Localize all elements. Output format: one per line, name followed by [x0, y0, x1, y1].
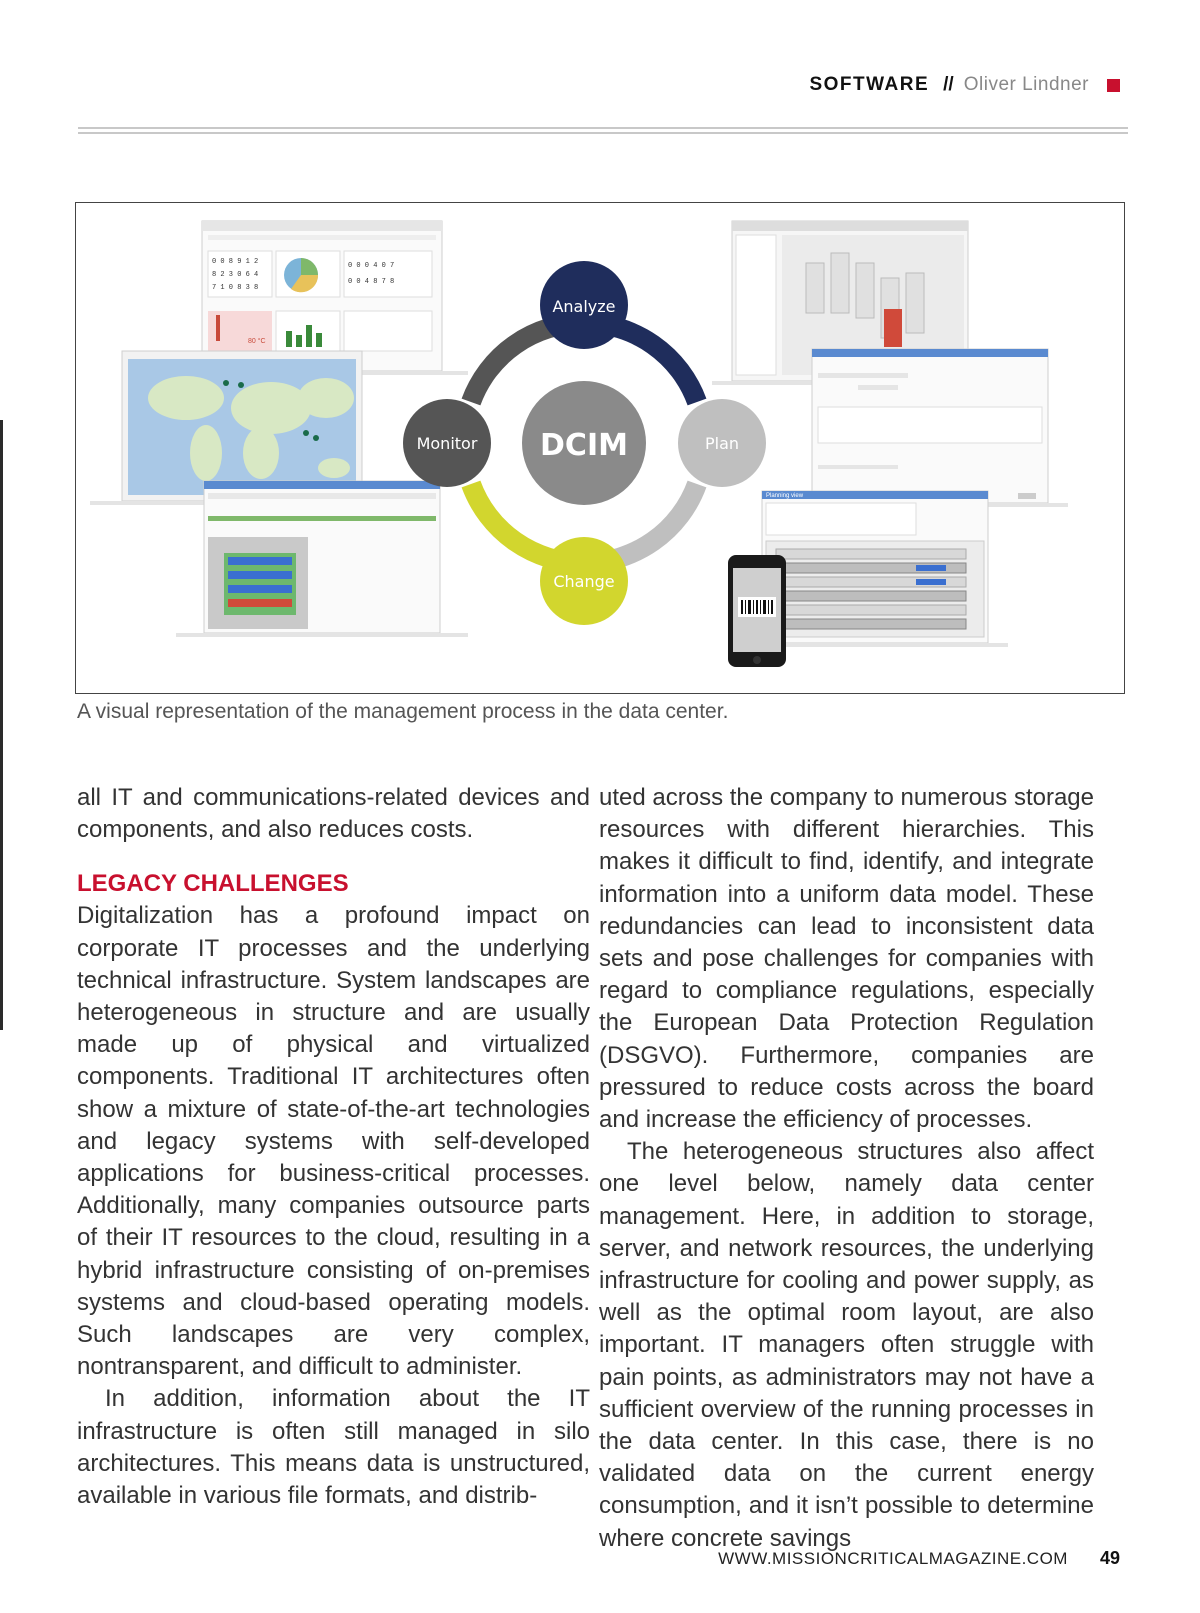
- article-column-left: [77, 782, 590, 1512]
- analyze-label: Analyze: [552, 297, 616, 316]
- dcim-label: DCIM: [540, 428, 628, 463]
- paragraph: In addition, information about the IT infrastructure is often still managed in silo architectures. This means data is unstructured, available in various file formats, and distrib-: [77, 1385, 590, 1510]
- header-separator: //: [943, 74, 954, 95]
- running-header: [809, 72, 1120, 98]
- header-rule-top: [78, 127, 1128, 129]
- thermal-value: 80 °C: [248, 338, 266, 345]
- paragraph: uted across the company to numerous storage resources with different hierarchies. This makes it difficult to find, identify, and integrate information into a uniform data model. These redundancies can lead to inconsistent data sets and pose challenges for companies with regard to compliance regulations, especially the European Data Protection Regulation (DSGVO). Furthermore, companies are pressured to reduce costs across the board and increase the efficiency of processes.: [599, 784, 1094, 1134]
- svg-text:0 0 0 4 0 7: 0 0 0 4 0 7: [348, 262, 395, 270]
- dcim-cycle: [403, 261, 766, 625]
- paragraph: The heterogeneous structures also affect one level below, namely data center management. Here, in addition to storage, server, and network resources, the underlying infrastructure for cooling and power supply, as well as the optimal room layout, are also important. IT managers often struggle with pain points, as administrators may not have a sufficient overview of the running processes in the data center. In this case, there is no validated data on the current energy consumption, and it isn’t possible to determine where concrete savings: [599, 1138, 1094, 1552]
- monitor-label: Monitor: [416, 434, 478, 453]
- column-intro-text: all IT and communications-related devices and components, and also reduces costs.: [77, 784, 590, 844]
- svg-text:7 1 0 8 3 8: 7 1 0 8 3 8: [212, 284, 259, 292]
- magazine-url: WWW.MISSIONCRITICALMAGAZINE.COM: [718, 1549, 1068, 1568]
- smartphone: [728, 555, 786, 667]
- article-column-right: [599, 782, 1094, 1555]
- header-rule-bottom: [78, 132, 1128, 134]
- paragraph: Digitalization has a profound impact on corporate IT processes and the underlying technical infrastructure. System landscapes are heterogeneous in structure and are usually made up of physical and virtualized components. Traditional IT architectures often show a mixture of state-of-the-art technologies and legacy systems with self-developed applications for business-critical processes. Additionally, many companies outsource parts of their IT resources to the cloud, resulting in a hybrid infrastructure consisting of on-premises systems and cloud-based operating models. Such landscapes are very complex, nontransparent, and difficult to administer.: [77, 902, 590, 1381]
- planning-view-label: Planning view: [766, 493, 804, 499]
- plan-label: Plan: [704, 434, 740, 453]
- section-heading: LEGACY CHALLENGES: [77, 870, 349, 898]
- author-name: Oliver Lindner: [963, 74, 1089, 95]
- dcim-figure: [75, 202, 1125, 694]
- page-number: 49: [1099, 1548, 1120, 1568]
- section-label: SOFTWARE: [809, 74, 930, 95]
- dcim-illustration: [76, 203, 1125, 694]
- svg-text:0 0 8 9 1 2: 0 0 8 9 1 2: [212, 258, 259, 266]
- svg-text:0 0 4 8 7 8: 0 0 4 8 7 8: [348, 278, 395, 286]
- page-footer: [718, 1548, 1120, 1569]
- page-edge-bar: [0, 420, 3, 1030]
- svg-text:8 2 3 0 6 4: 8 2 3 0 6 4: [212, 271, 259, 279]
- red-square-icon: [1107, 79, 1120, 92]
- figure-caption: A visual representation of the management process in the data center.: [77, 700, 729, 723]
- floor-plan-screen: [176, 481, 468, 637]
- form-screen: [792, 349, 1068, 507]
- change-label: Change: [553, 572, 615, 591]
